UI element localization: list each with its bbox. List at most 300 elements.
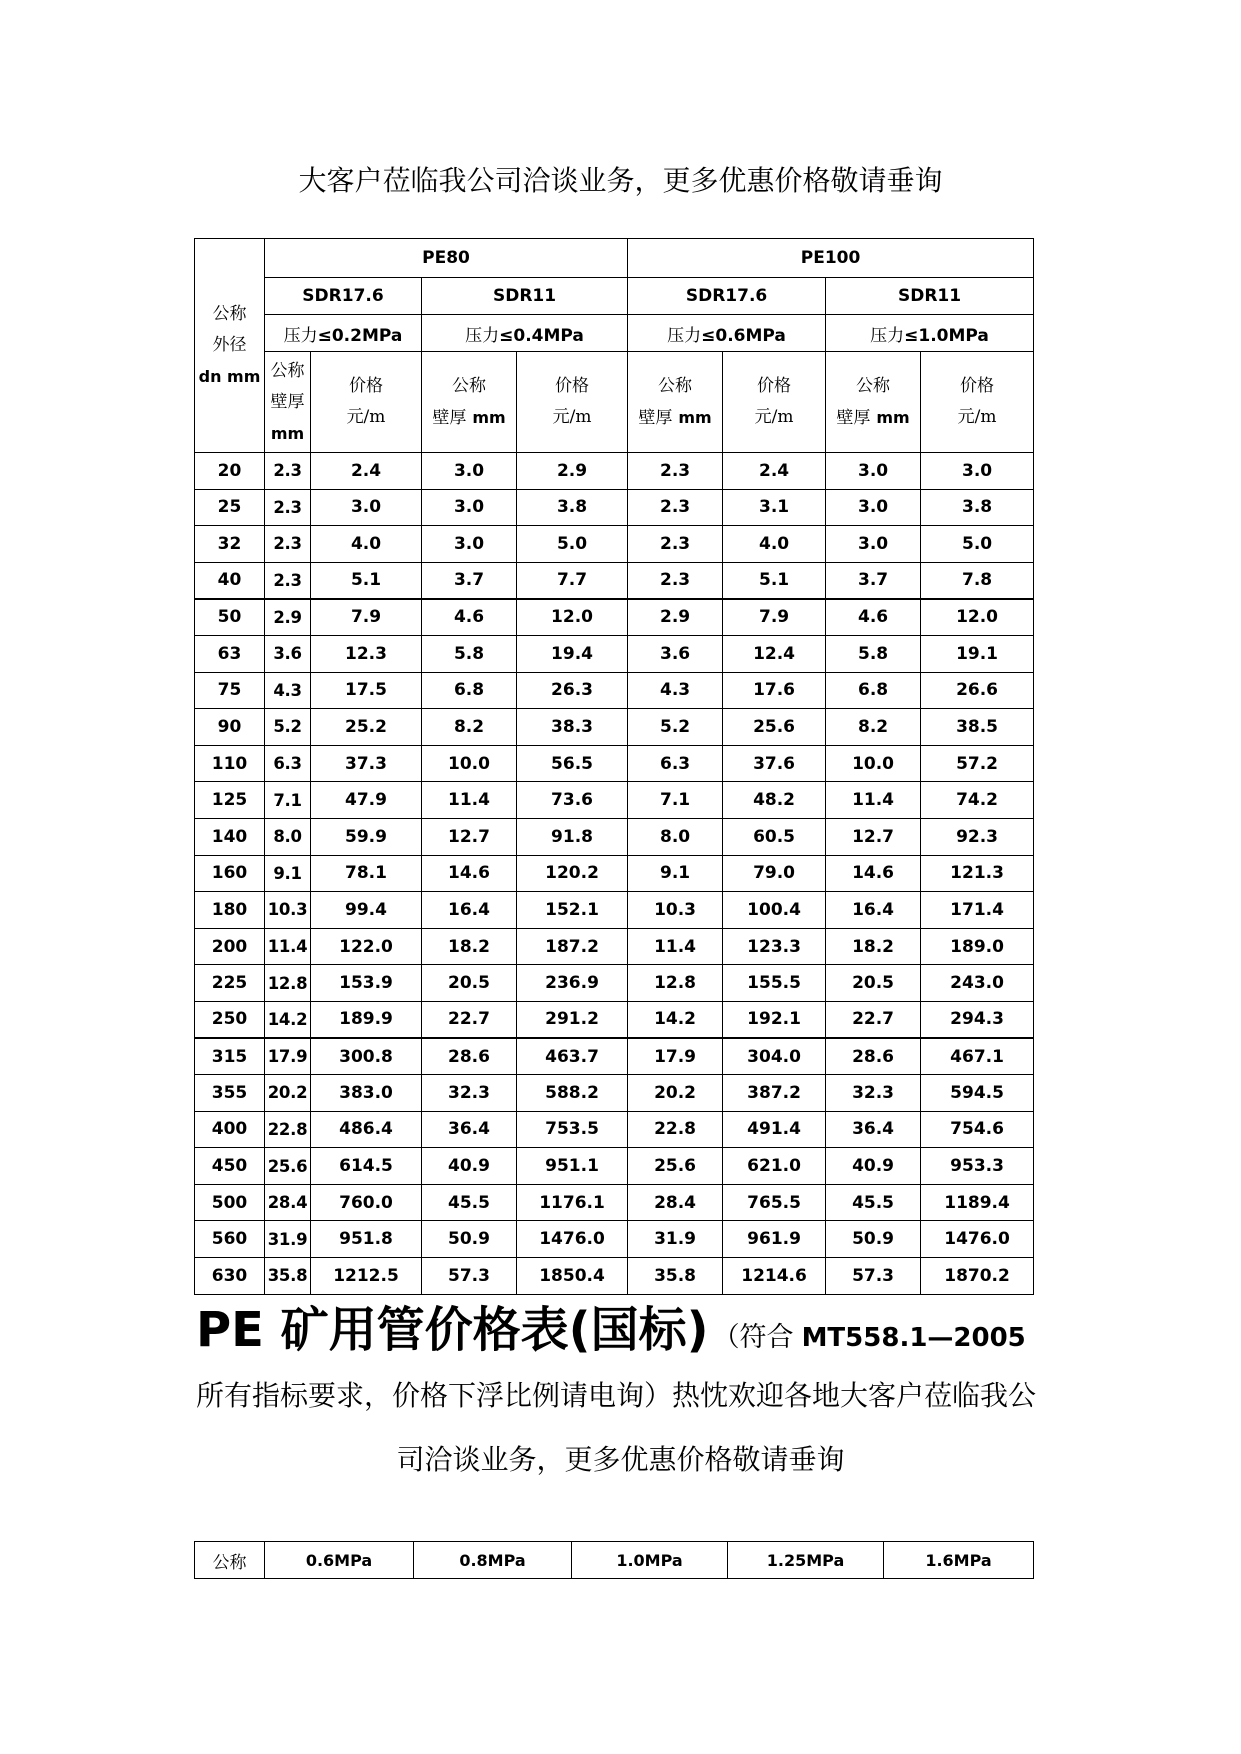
pe80-sdr11-thickness-cell: 10.0 bbox=[422, 745, 517, 782]
outer-diameter-cell: 225 bbox=[195, 965, 265, 1002]
price-header-line-1: 价格 bbox=[349, 376, 383, 396]
pe100-sdr11-thickness-cell: 22.7 bbox=[826, 1001, 921, 1038]
pe100-sdr17-thickness-cell: 14.2 bbox=[628, 1001, 723, 1038]
pe100-sdr11-thickness-cell: 14.6 bbox=[826, 855, 921, 892]
pe80-sdr17-thickness-cell: 35.8 bbox=[265, 1258, 311, 1295]
outer-diameter-cell: 90 bbox=[195, 709, 265, 746]
outer-diameter-cell: 160 bbox=[195, 855, 265, 892]
pe100-sdr11-thickness-cell: 40.9 bbox=[826, 1148, 921, 1185]
pe100-sdr17-price-cell: 192.1 bbox=[723, 1001, 826, 1038]
table-row bbox=[195, 1184, 1034, 1221]
pe100-sdr11-price-cell: 26.6 bbox=[921, 672, 1034, 709]
pe80-sdr17-thickness-cell: 2.3 bbox=[265, 489, 311, 526]
pe100-sdr11-price-cell: 754.6 bbox=[921, 1111, 1034, 1148]
pe100-sdr11-thickness-cell: 16.4 bbox=[826, 892, 921, 929]
pe100-sdr11-price-cell: 953.3 bbox=[921, 1148, 1034, 1185]
pe100-sdr17-thickness-cell: 2.9 bbox=[628, 599, 723, 636]
pe100-sdr17-price-cell: 48.2 bbox=[723, 782, 826, 819]
mining-header-pressure: 1.0MPa bbox=[572, 1542, 728, 1579]
pe100-sdr17-price-cell: 765.5 bbox=[723, 1184, 826, 1221]
corner-line-2: 外径 bbox=[212, 335, 247, 355]
group-header-pe100: PE100 bbox=[628, 239, 1034, 278]
thickness-header-line-1: 公称 bbox=[856, 375, 891, 396]
table-row bbox=[195, 1221, 1034, 1258]
thickness-header-line-2: 壁厚 bbox=[638, 407, 673, 428]
outer-diameter-cell: 180 bbox=[195, 892, 265, 929]
pe-pipe-price-table bbox=[194, 238, 1034, 1295]
pe80-sdr17-price-cell: 59.9 bbox=[311, 818, 422, 855]
thickness-header-unit: mm bbox=[270, 423, 305, 443]
pe80-sdr17-price-cell: 5.1 bbox=[311, 562, 422, 599]
pe100-sdr17-thickness-cell: 31.9 bbox=[628, 1221, 723, 1258]
pressure-label: 压力 bbox=[667, 325, 702, 346]
pe100-sdr17-price-cell: 12.4 bbox=[723, 635, 826, 672]
pe100-sdr11-thickness-cell: 6.8 bbox=[826, 672, 921, 709]
outer-diameter-cell: 630 bbox=[195, 1258, 265, 1295]
pe100-sdr17-price-cell: 100.4 bbox=[723, 892, 826, 929]
pe80-sdr11-thickness-cell: 3.0 bbox=[422, 526, 517, 563]
pressure-header bbox=[628, 315, 826, 352]
pe100-sdr17-thickness-cell: 10.3 bbox=[628, 892, 723, 929]
outer-diameter-cell: 75 bbox=[195, 672, 265, 709]
corner-line-3: dn mm bbox=[198, 367, 261, 386]
mining-note-line-3: 司洽谈业务，更多优惠价格敬请垂询 bbox=[396, 1443, 845, 1476]
pe80-sdr11-price-cell: 26.3 bbox=[517, 672, 628, 709]
table-row bbox=[195, 1001, 1034, 1038]
pe80-sdr17-thickness-cell: 2.9 bbox=[265, 599, 311, 636]
pe100-sdr17-thickness-cell: 25.6 bbox=[628, 1148, 723, 1185]
pe100-sdr11-price-cell: 594.5 bbox=[921, 1075, 1034, 1112]
pe80-sdr17-thickness-cell: 22.8 bbox=[265, 1111, 311, 1148]
pe80-sdr17-thickness-cell: 2.3 bbox=[265, 562, 311, 599]
pe100-sdr11-price-cell: 38.5 bbox=[921, 709, 1034, 746]
mining-pipe-price-table bbox=[194, 1541, 1034, 1579]
pe100-sdr11-price-cell: 171.4 bbox=[921, 892, 1034, 929]
pe80-sdr11-thickness-cell: 6.8 bbox=[422, 672, 517, 709]
pe100-sdr17-thickness-cell: 8.0 bbox=[628, 818, 723, 855]
outer-diameter-cell: 500 bbox=[195, 1184, 265, 1221]
pe100-sdr17-thickness-cell: 2.3 bbox=[628, 453, 723, 490]
pe100-sdr17-price-cell: 961.9 bbox=[723, 1221, 826, 1258]
pe100-sdr11-thickness-cell: 32.3 bbox=[826, 1075, 921, 1112]
pe80-sdr17-price-cell: 2.4 bbox=[311, 453, 422, 490]
pe100-sdr17-price-cell: 4.0 bbox=[723, 526, 826, 563]
thickness-header bbox=[628, 352, 723, 453]
outer-diameter-cell: 63 bbox=[195, 635, 265, 672]
pe80-sdr17-price-cell: 4.0 bbox=[311, 526, 422, 563]
pe100-sdr17-price-cell: 155.5 bbox=[723, 965, 826, 1002]
pe100-sdr17-price-cell: 25.6 bbox=[723, 709, 826, 746]
pe80-sdr11-price-cell: 291.2 bbox=[517, 1001, 628, 1038]
pe80-sdr11-thickness-cell: 50.9 bbox=[422, 1221, 517, 1258]
price-header-line-1: 价格 bbox=[757, 376, 792, 396]
table-row bbox=[195, 1148, 1034, 1185]
pe80-sdr11-thickness-cell: 16.4 bbox=[422, 892, 517, 929]
pe80-sdr17-price-cell: 189.9 bbox=[311, 1001, 422, 1038]
pe100-sdr11-price-cell: 1189.4 bbox=[921, 1184, 1034, 1221]
pe100-sdr11-price-cell: 294.3 bbox=[921, 1001, 1034, 1038]
pressure-header bbox=[265, 315, 422, 352]
table-row bbox=[195, 489, 1034, 526]
mining-header-pressure: 0.6MPa bbox=[265, 1542, 414, 1579]
pe80-sdr11-price-cell: 588.2 bbox=[517, 1075, 628, 1112]
pe100-sdr17-thickness-cell: 20.2 bbox=[628, 1075, 723, 1112]
pe80-sdr17-price-cell: 99.4 bbox=[311, 892, 422, 929]
pe80-sdr11-thickness-cell: 5.8 bbox=[422, 635, 517, 672]
thickness-header-line-2: 壁厚 bbox=[270, 391, 305, 412]
pe100-sdr17-thickness-cell: 9.1 bbox=[628, 855, 723, 892]
pe80-sdr11-thickness-cell: 3.0 bbox=[422, 453, 517, 490]
header-row-pressure bbox=[195, 315, 1034, 352]
outer-diameter-cell: 315 bbox=[195, 1038, 265, 1075]
table-row bbox=[195, 892, 1034, 929]
pe80-sdr17-price-cell: 3.0 bbox=[311, 489, 422, 526]
pe80-sdr17-price-cell: 7.9 bbox=[311, 599, 422, 636]
table-row bbox=[195, 855, 1034, 892]
pe80-sdr11-thickness-cell: 3.0 bbox=[422, 489, 517, 526]
outer-diameter-cell: 400 bbox=[195, 1111, 265, 1148]
mining-header-pressure: 1.25MPa bbox=[728, 1542, 884, 1579]
table-row bbox=[195, 635, 1034, 672]
pe100-sdr11-thickness-cell: 3.7 bbox=[826, 562, 921, 599]
price-header-line-2: 元/m bbox=[754, 407, 794, 427]
pe100-sdr17-price-cell: 621.0 bbox=[723, 1148, 826, 1185]
pe100-sdr11-thickness-cell: 20.5 bbox=[826, 965, 921, 1002]
pe100-sdr11-price-cell: 57.2 bbox=[921, 745, 1034, 782]
pe100-sdr11-thickness-cell: 45.5 bbox=[826, 1184, 921, 1221]
table-row bbox=[195, 928, 1034, 965]
header-row-sdr bbox=[195, 278, 1034, 315]
pe80-sdr17-thickness-cell: 25.6 bbox=[265, 1148, 311, 1185]
outer-diameter-cell: 560 bbox=[195, 1221, 265, 1258]
pe100-sdr17-price-cell: 2.4 bbox=[723, 453, 826, 490]
pe100-sdr11-price-cell: 74.2 bbox=[921, 782, 1034, 819]
pe80-sdr11-price-cell: 2.9 bbox=[517, 453, 628, 490]
pe100-sdr17-price-cell: 60.5 bbox=[723, 818, 826, 855]
pe80-sdr11-thickness-cell: 14.6 bbox=[422, 855, 517, 892]
pe80-sdr17-thickness-cell: 20.2 bbox=[265, 1075, 311, 1112]
outer-diameter-cell: 140 bbox=[195, 818, 265, 855]
pe100-sdr17-price-cell: 7.9 bbox=[723, 599, 826, 636]
pe80-sdr11-thickness-cell: 36.4 bbox=[422, 1111, 517, 1148]
table-row bbox=[195, 599, 1034, 636]
pe80-sdr11-price-cell: 1476.0 bbox=[517, 1221, 628, 1258]
pe80-sdr17-thickness-cell: 11.4 bbox=[265, 928, 311, 965]
pe100-sdr11-thickness-cell: 50.9 bbox=[826, 1221, 921, 1258]
sdr-header: SDR17.6 bbox=[628, 278, 826, 315]
pe100-sdr11-price-cell: 1870.2 bbox=[921, 1258, 1034, 1295]
price-header-line-1: 价格 bbox=[555, 376, 590, 396]
pe100-sdr11-price-cell: 3.8 bbox=[921, 489, 1034, 526]
corner-header-outer-diameter bbox=[195, 239, 265, 453]
table-row bbox=[195, 965, 1034, 1002]
mining-standard-code: MT558.1—2005 bbox=[801, 1323, 1026, 1353]
pe80-sdr11-thickness-cell: 12.7 bbox=[422, 818, 517, 855]
pe100-sdr17-thickness-cell: 17.9 bbox=[628, 1038, 723, 1075]
outer-diameter-cell: 25 bbox=[195, 489, 265, 526]
sdr-header: SDR11 bbox=[422, 278, 628, 315]
mining-header-pressure: 0.8MPa bbox=[414, 1542, 572, 1579]
pe80-sdr11-thickness-cell: 22.7 bbox=[422, 1001, 517, 1038]
pe100-sdr11-price-cell: 5.0 bbox=[921, 526, 1034, 563]
outer-diameter-cell: 32 bbox=[195, 526, 265, 563]
pe80-sdr17-price-cell: 47.9 bbox=[311, 782, 422, 819]
table-row bbox=[195, 562, 1034, 599]
pe100-sdr17-thickness-cell: 11.4 bbox=[628, 928, 723, 965]
pe80-sdr11-price-cell: 7.7 bbox=[517, 562, 628, 599]
table-row bbox=[195, 526, 1034, 563]
outer-diameter-cell: 355 bbox=[195, 1075, 265, 1112]
group-header-pe80: PE80 bbox=[265, 239, 628, 278]
mining-header-nominal: 公称 bbox=[195, 1542, 265, 1579]
top-promo-note: 大客户莅临我公司洽谈业务，更多优惠价格敬请垂询 bbox=[298, 164, 943, 197]
pe100-sdr11-thickness-cell: 57.3 bbox=[826, 1258, 921, 1295]
pe80-sdr11-thickness-cell: 8.2 bbox=[422, 709, 517, 746]
pe80-sdr17-price-cell: 12.3 bbox=[311, 635, 422, 672]
thickness-header bbox=[422, 352, 517, 453]
pe80-sdr11-price-cell: 753.5 bbox=[517, 1111, 628, 1148]
pe80-sdr17-price-cell: 300.8 bbox=[311, 1038, 422, 1075]
thickness-header-line-1: 公称 bbox=[658, 375, 693, 396]
price-header bbox=[921, 352, 1034, 453]
pe100-sdr11-price-cell: 92.3 bbox=[921, 818, 1034, 855]
pe80-sdr17-thickness-cell: 2.3 bbox=[265, 453, 311, 490]
thickness-header-unit: mm bbox=[678, 407, 712, 427]
pe100-sdr17-price-cell: 3.1 bbox=[723, 489, 826, 526]
mining-title-note-open: （符合 bbox=[712, 1322, 794, 1353]
table-row bbox=[195, 672, 1034, 709]
pe80-sdr11-price-cell: 5.0 bbox=[517, 526, 628, 563]
pe100-sdr17-price-cell: 79.0 bbox=[723, 855, 826, 892]
pressure-label: 压力 bbox=[870, 325, 905, 346]
pe100-sdr11-price-cell: 1476.0 bbox=[921, 1221, 1034, 1258]
pe100-sdr11-thickness-cell: 5.8 bbox=[826, 635, 921, 672]
pe100-sdr17-thickness-cell: 3.6 bbox=[628, 635, 723, 672]
pe80-sdr11-thickness-cell: 28.6 bbox=[422, 1038, 517, 1075]
pe80-sdr11-thickness-cell: 3.7 bbox=[422, 562, 517, 599]
pe100-sdr17-price-cell: 123.3 bbox=[723, 928, 826, 965]
price-header-line-1: 价格 bbox=[960, 376, 995, 396]
pe80-sdr11-thickness-cell: 40.9 bbox=[422, 1148, 517, 1185]
pe80-sdr17-price-cell: 153.9 bbox=[311, 965, 422, 1002]
outer-diameter-cell: 200 bbox=[195, 928, 265, 965]
pressure-label: 压力 bbox=[465, 325, 500, 346]
outer-diameter-cell: 20 bbox=[195, 453, 265, 490]
table-row bbox=[195, 1111, 1034, 1148]
pe80-sdr17-thickness-cell: 6.3 bbox=[265, 745, 311, 782]
table-row bbox=[195, 1038, 1034, 1075]
pe80-sdr11-thickness-cell: 32.3 bbox=[422, 1075, 517, 1112]
pe100-sdr11-price-cell: 189.0 bbox=[921, 928, 1034, 965]
thickness-header-line-1: 公称 bbox=[270, 360, 305, 381]
pe80-sdr11-thickness-cell: 11.4 bbox=[422, 782, 517, 819]
thickness-header-unit: mm bbox=[472, 407, 506, 427]
thickness-header-line-2: 壁厚 bbox=[432, 407, 467, 428]
pe80-sdr11-price-cell: 56.5 bbox=[517, 745, 628, 782]
outer-diameter-cell: 110 bbox=[195, 745, 265, 782]
pe100-sdr17-thickness-cell: 5.2 bbox=[628, 709, 723, 746]
outer-diameter-cell: 50 bbox=[195, 599, 265, 636]
pe80-sdr11-price-cell: 120.2 bbox=[517, 855, 628, 892]
pe80-sdr17-price-cell: 486.4 bbox=[311, 1111, 422, 1148]
pe80-sdr17-thickness-cell: 10.3 bbox=[265, 892, 311, 929]
pe80-sdr17-price-cell: 25.2 bbox=[311, 709, 422, 746]
pressure-value: ≤0.6MPa bbox=[701, 325, 786, 346]
pe80-sdr11-thickness-cell: 20.5 bbox=[422, 965, 517, 1002]
corner-line-1: 公称 bbox=[212, 304, 247, 324]
mining-pipe-title bbox=[196, 1300, 1026, 1371]
sdr-header: SDR11 bbox=[826, 278, 1034, 315]
pe80-sdr11-price-cell: 3.8 bbox=[517, 489, 628, 526]
sdr-header: SDR17.6 bbox=[265, 278, 422, 315]
pressure-value: ≤1.0MPa bbox=[904, 325, 989, 346]
pressure-header bbox=[826, 315, 1034, 352]
pe80-sdr17-thickness-cell: 4.3 bbox=[265, 672, 311, 709]
price-table-body bbox=[195, 453, 1034, 1295]
pe100-sdr11-thickness-cell: 3.0 bbox=[826, 453, 921, 490]
pe100-sdr11-price-cell: 243.0 bbox=[921, 965, 1034, 1002]
header-row-material bbox=[195, 239, 1034, 278]
pe100-sdr17-thickness-cell: 2.3 bbox=[628, 526, 723, 563]
pe100-sdr11-price-cell: 7.8 bbox=[921, 562, 1034, 599]
pe100-sdr17-price-cell: 387.2 bbox=[723, 1075, 826, 1112]
pe100-sdr11-thickness-cell: 3.0 bbox=[826, 489, 921, 526]
pe80-sdr11-price-cell: 12.0 bbox=[517, 599, 628, 636]
pe100-sdr17-price-cell: 304.0 bbox=[723, 1038, 826, 1075]
table-row bbox=[195, 709, 1034, 746]
pe80-sdr17-price-cell: 122.0 bbox=[311, 928, 422, 965]
pe80-sdr17-price-cell: 760.0 bbox=[311, 1184, 422, 1221]
pe100-sdr11-price-cell: 121.3 bbox=[921, 855, 1034, 892]
pe100-sdr17-thickness-cell: 28.4 bbox=[628, 1184, 723, 1221]
table-row bbox=[195, 453, 1034, 490]
price-header bbox=[311, 352, 422, 453]
price-header bbox=[723, 352, 826, 453]
pe80-sdr11-price-cell: 463.7 bbox=[517, 1038, 628, 1075]
pe80-sdr17-price-cell: 1212.5 bbox=[311, 1258, 422, 1295]
pe80-sdr11-thickness-cell: 57.3 bbox=[422, 1258, 517, 1295]
pe100-sdr11-thickness-cell: 3.0 bbox=[826, 526, 921, 563]
thickness-header bbox=[826, 352, 921, 453]
pe80-sdr17-price-cell: 17.5 bbox=[311, 672, 422, 709]
pressure-label: 压力 bbox=[283, 325, 318, 346]
pe80-sdr17-price-cell: 383.0 bbox=[311, 1075, 422, 1112]
pe80-sdr17-thickness-cell: 14.2 bbox=[265, 1001, 311, 1038]
pe100-sdr17-thickness-cell: 6.3 bbox=[628, 745, 723, 782]
pe100-sdr11-thickness-cell: 36.4 bbox=[826, 1111, 921, 1148]
pe80-sdr17-thickness-cell: 2.3 bbox=[265, 526, 311, 563]
pe100-sdr11-thickness-cell: 11.4 bbox=[826, 782, 921, 819]
mining-header-pressure: 1.6MPa bbox=[884, 1542, 1034, 1579]
pe80-sdr11-price-cell: 73.6 bbox=[517, 782, 628, 819]
pe80-sdr11-thickness-cell: 18.2 bbox=[422, 928, 517, 965]
pe100-sdr11-thickness-cell: 18.2 bbox=[826, 928, 921, 965]
outer-diameter-cell: 40 bbox=[195, 562, 265, 599]
pe80-sdr17-thickness-cell: 9.1 bbox=[265, 855, 311, 892]
pe80-sdr11-price-cell: 951.1 bbox=[517, 1148, 628, 1185]
pe100-sdr17-thickness-cell: 4.3 bbox=[628, 672, 723, 709]
pe100-sdr11-thickness-cell: 28.6 bbox=[826, 1038, 921, 1075]
table-row bbox=[195, 1258, 1034, 1295]
price-header-line-2: 元/m bbox=[346, 407, 386, 427]
pe100-sdr17-price-cell: 491.4 bbox=[723, 1111, 826, 1148]
header-row-columns bbox=[195, 352, 1034, 453]
table-row bbox=[195, 745, 1034, 782]
pe80-sdr17-thickness-cell: 17.9 bbox=[265, 1038, 311, 1075]
pe100-sdr11-price-cell: 19.1 bbox=[921, 635, 1034, 672]
pe100-sdr11-thickness-cell: 12.7 bbox=[826, 818, 921, 855]
pe100-sdr17-thickness-cell: 35.8 bbox=[628, 1258, 723, 1295]
pe100-sdr17-thickness-cell: 2.3 bbox=[628, 562, 723, 599]
pe100-sdr11-thickness-cell: 10.0 bbox=[826, 745, 921, 782]
pe100-sdr17-thickness-cell: 22.8 bbox=[628, 1111, 723, 1148]
pe100-sdr17-price-cell: 1214.6 bbox=[723, 1258, 826, 1295]
pressure-value: ≤0.4MPa bbox=[499, 325, 584, 346]
pe80-sdr17-price-cell: 614.5 bbox=[311, 1148, 422, 1185]
pe80-sdr11-thickness-cell: 45.5 bbox=[422, 1184, 517, 1221]
pe80-sdr11-price-cell: 38.3 bbox=[517, 709, 628, 746]
pe100-sdr17-thickness-cell: 12.8 bbox=[628, 965, 723, 1002]
pe80-sdr17-thickness-cell: 28.4 bbox=[265, 1184, 311, 1221]
pe100-sdr11-price-cell: 12.0 bbox=[921, 599, 1034, 636]
pe80-sdr11-price-cell: 236.9 bbox=[517, 965, 628, 1002]
pe80-sdr11-price-cell: 152.1 bbox=[517, 892, 628, 929]
price-header-line-2: 元/m bbox=[957, 407, 997, 427]
pe100-sdr11-price-cell: 3.0 bbox=[921, 453, 1034, 490]
pe80-sdr17-price-cell: 951.8 bbox=[311, 1221, 422, 1258]
mining-table-header-row bbox=[195, 1542, 1034, 1579]
pe80-sdr17-price-cell: 37.3 bbox=[311, 745, 422, 782]
thickness-header-line-1: 公称 bbox=[452, 375, 486, 396]
pe80-sdr11-price-cell: 19.4 bbox=[517, 635, 628, 672]
outer-diameter-cell: 125 bbox=[195, 782, 265, 819]
pe80-sdr17-thickness-cell: 31.9 bbox=[265, 1221, 311, 1258]
price-header bbox=[517, 352, 628, 453]
outer-diameter-cell: 450 bbox=[195, 1148, 265, 1185]
pe80-sdr17-thickness-cell: 5.2 bbox=[265, 709, 311, 746]
pe100-sdr17-price-cell: 5.1 bbox=[723, 562, 826, 599]
pe80-sdr11-price-cell: 1176.1 bbox=[517, 1184, 628, 1221]
outer-diameter-cell: 250 bbox=[195, 1001, 265, 1038]
pe100-sdr11-thickness-cell: 8.2 bbox=[826, 709, 921, 746]
pe80-sdr11-thickness-cell: 4.6 bbox=[422, 599, 517, 636]
pe80-sdr11-price-cell: 1850.4 bbox=[517, 1258, 628, 1295]
pe100-sdr11-price-cell: 467.1 bbox=[921, 1038, 1034, 1075]
mining-title-text: PE 矿用管价格表(国标) bbox=[196, 1302, 709, 1358]
thickness-header bbox=[265, 352, 311, 453]
pressure-header bbox=[422, 315, 628, 352]
thickness-header-unit: mm bbox=[876, 407, 910, 427]
pe100-sdr17-price-cell: 17.6 bbox=[723, 672, 826, 709]
pe80-sdr17-thickness-cell: 3.6 bbox=[265, 635, 311, 672]
pe100-sdr17-price-cell: 37.6 bbox=[723, 745, 826, 782]
pe100-sdr17-thickness-cell: 2.3 bbox=[628, 489, 723, 526]
pe80-sdr17-thickness-cell: 7.1 bbox=[265, 782, 311, 819]
mining-note-line-2: 所有指标要求，价格下浮比例请电询）热忱欢迎各地大客户莅临我公 bbox=[196, 1379, 1037, 1412]
pe100-sdr17-thickness-cell: 7.1 bbox=[628, 782, 723, 819]
pe80-sdr17-thickness-cell: 12.8 bbox=[265, 965, 311, 1002]
table-row bbox=[195, 818, 1034, 855]
pe80-sdr11-price-cell: 91.8 bbox=[517, 818, 628, 855]
price-header-line-2: 元/m bbox=[552, 407, 592, 427]
pressure-value: ≤0.2MPa bbox=[317, 325, 403, 346]
pe100-sdr11-thickness-cell: 4.6 bbox=[826, 599, 921, 636]
table-row bbox=[195, 782, 1034, 819]
pe80-sdr11-price-cell: 187.2 bbox=[517, 928, 628, 965]
pe80-sdr17-thickness-cell: 8.0 bbox=[265, 818, 311, 855]
pe80-sdr17-price-cell: 78.1 bbox=[311, 855, 422, 892]
thickness-header-line-2: 壁厚 bbox=[836, 407, 871, 428]
